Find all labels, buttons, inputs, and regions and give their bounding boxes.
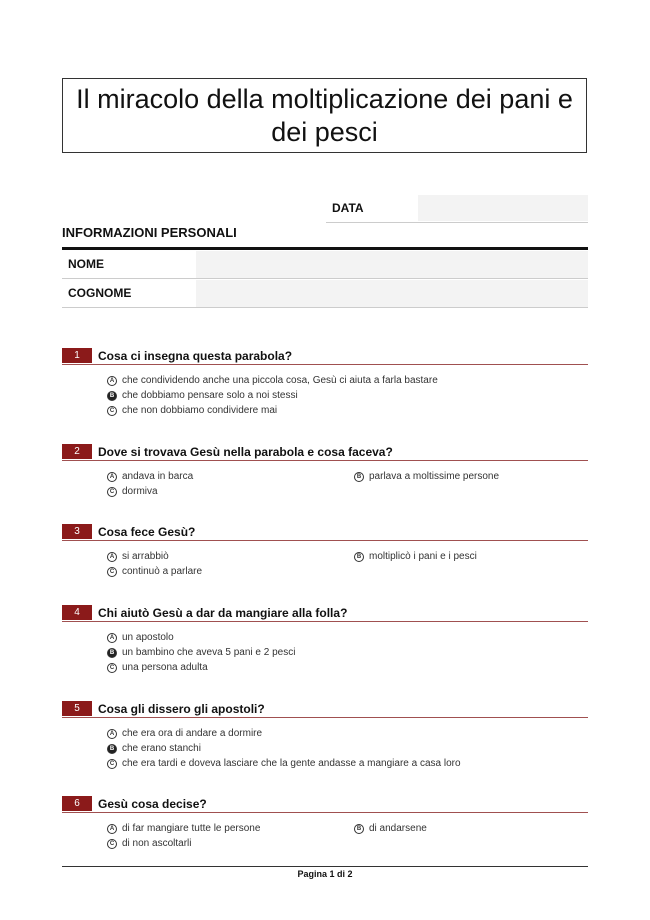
option-a-icon: A <box>107 376 117 386</box>
option-text: di non ascoltarli <box>122 838 192 849</box>
date-field[interactable] <box>418 195 588 221</box>
question-text: Dove si trovava Gesù nella parabola e cosa faceva? <box>98 444 393 459</box>
option-c-icon: C <box>107 406 117 416</box>
option-a-icon: A <box>107 552 117 562</box>
question-number: 3 <box>62 524 92 539</box>
question-text: Cosa fece Gesù? <box>98 524 196 539</box>
option-b-icon: B <box>354 472 364 482</box>
question-number: 2 <box>62 444 92 459</box>
option-text: si arrabbiò <box>122 551 169 562</box>
question-number: 4 <box>62 605 92 620</box>
question-5 <box>62 700 588 772</box>
option-text: moltiplicò i pani e i pesci <box>369 551 477 562</box>
option-text: che non dobbiamo condividere mai <box>122 405 278 416</box>
page-title: Il miracolo della moltiplicazione dei pani e dei pesci <box>76 83 573 147</box>
option-a-icon: A <box>107 472 117 482</box>
option-c-icon: C <box>107 663 117 673</box>
option-text: che erano stanchi <box>122 743 201 754</box>
question-3 <box>62 523 588 595</box>
option-a[interactable] <box>107 551 169 562</box>
question-text: Cosa gli dissero gli apostoli? <box>98 701 265 716</box>
question-1 <box>62 347 588 419</box>
question-header <box>62 523 588 541</box>
option-a[interactable] <box>107 632 174 643</box>
question-number: 5 <box>62 701 92 716</box>
options <box>62 375 588 419</box>
option-text: un bambino che aveva 5 pani e 2 pesci <box>122 647 296 658</box>
question-text: Chi aiutò Gesù a dar da mangiare alla folla? <box>98 605 348 620</box>
option-c-icon: C <box>107 839 117 849</box>
option-a-icon: A <box>107 729 117 739</box>
title-box <box>62 78 587 153</box>
question-4 <box>62 604 588 676</box>
options <box>62 471 588 515</box>
question-number: 1 <box>62 348 92 363</box>
option-c[interactable] <box>107 758 461 769</box>
question-header <box>62 443 588 461</box>
option-c[interactable] <box>107 838 191 849</box>
option-b-icon: B <box>107 744 117 754</box>
question-header <box>62 604 588 622</box>
option-c-icon: C <box>107 567 117 577</box>
option-a[interactable] <box>107 728 262 739</box>
name-field[interactable] <box>196 251 588 278</box>
option-b[interactable] <box>107 390 298 401</box>
option-b-icon: B <box>107 648 117 658</box>
option-text: una persona adulta <box>122 662 208 673</box>
question-text: Cosa ci insegna questa parabola? <box>98 348 293 363</box>
option-c[interactable] <box>107 566 202 577</box>
option-text: andava in barca <box>122 471 194 482</box>
surname-row <box>62 279 588 308</box>
option-text: che era tardi e doveva lasciare che la gente andasse a mangiare a casa loro <box>122 758 461 769</box>
option-b[interactable] <box>354 551 477 562</box>
option-text: di andarsene <box>369 823 427 834</box>
name-label: NOME <box>68 257 104 271</box>
name-row <box>62 250 588 279</box>
question-6 <box>62 795 588 867</box>
question-header <box>62 700 588 718</box>
option-a-icon: A <box>107 824 117 834</box>
option-a[interactable] <box>107 823 260 834</box>
surname-field[interactable] <box>196 280 588 307</box>
option-a-icon: A <box>107 633 117 643</box>
option-b[interactable] <box>107 647 295 658</box>
question-number: 6 <box>62 796 92 811</box>
options <box>62 632 588 676</box>
page-number: Pagina 1 di 2 <box>297 869 353 879</box>
question-header <box>62 795 588 813</box>
option-c[interactable] <box>107 486 158 497</box>
date-label: DATA <box>332 201 364 215</box>
option-b[interactable] <box>354 471 499 482</box>
options <box>62 551 588 595</box>
question-2 <box>62 443 588 515</box>
option-text: che condividendo anche una piccola cosa, Gesù ci aiuta a farla bastare <box>122 375 438 386</box>
option-b-icon: B <box>354 824 364 834</box>
option-b[interactable] <box>107 743 201 754</box>
option-text: di far mangiare tutte le persone <box>122 823 261 834</box>
options <box>62 728 588 772</box>
footer-divider <box>62 866 588 867</box>
option-b[interactable] <box>354 823 427 834</box>
option-b-icon: B <box>354 552 364 562</box>
option-c[interactable] <box>107 405 277 416</box>
option-c[interactable] <box>107 662 208 673</box>
question-header <box>62 347 588 365</box>
date-row <box>326 194 588 223</box>
option-text: che dobbiamo pensare solo a noi stessi <box>122 390 298 401</box>
option-text: continuò a parlare <box>122 566 203 577</box>
option-c-icon: C <box>107 759 117 769</box>
option-a[interactable] <box>107 375 438 386</box>
option-text: parlava a moltissime persone <box>369 471 500 482</box>
personal-info-heading: INFORMAZIONI PERSONALI <box>62 225 237 240</box>
option-b-icon: B <box>107 391 117 401</box>
option-text: un apostolo <box>122 632 174 643</box>
question-text: Gesù cosa decise? <box>98 796 207 811</box>
option-c-icon: C <box>107 487 117 497</box>
option-text: che era ora di andare a dormire <box>122 728 263 739</box>
options <box>62 823 588 867</box>
option-a[interactable] <box>107 471 193 482</box>
surname-label: COGNOME <box>68 286 132 300</box>
option-text: dormiva <box>122 486 158 497</box>
